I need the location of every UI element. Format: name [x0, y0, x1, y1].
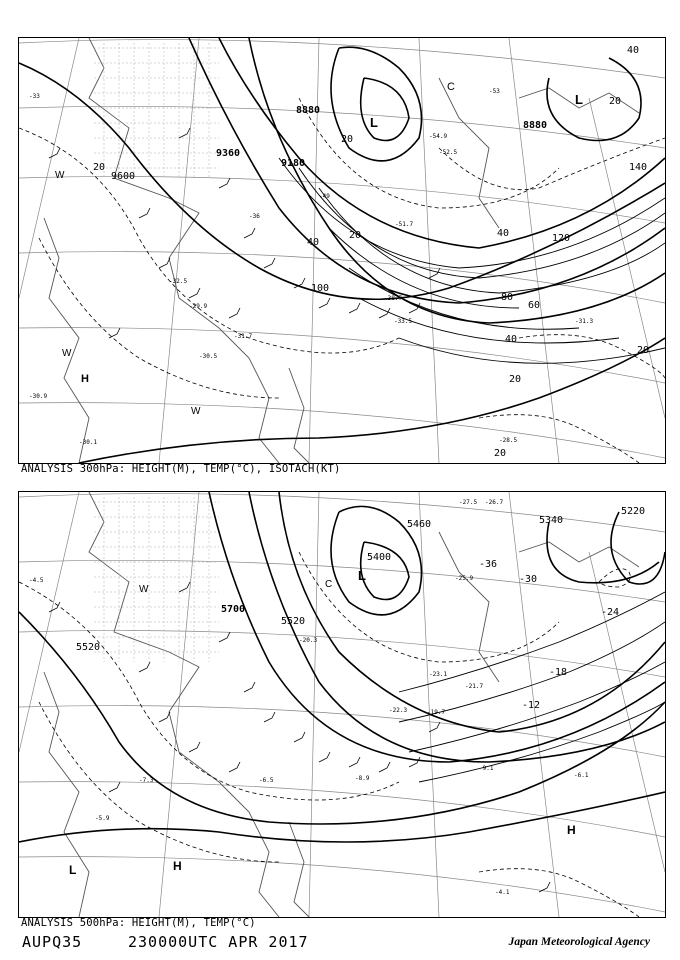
- temperature-obs: -28.5: [499, 437, 518, 444]
- low-pressure-center: L: [575, 92, 583, 107]
- temperature-contour-label: -30: [519, 574, 538, 585]
- temperature-obs: -19.7: [427, 709, 446, 716]
- height-label: 5220: [621, 506, 646, 517]
- height-label: 5340: [539, 515, 564, 526]
- temperature-obs: -52.5: [439, 149, 458, 156]
- isotach-label: 80: [501, 292, 514, 303]
- isotach-label: 20: [509, 374, 522, 385]
- wind-barbs: [49, 128, 440, 338]
- agency-name: Japan Meteorological Agency: [508, 936, 650, 948]
- temperature-obs: -38.7: [384, 295, 403, 302]
- warm-center: W: [55, 170, 65, 181]
- isotach-label: 20: [349, 230, 362, 241]
- wind-barbs: [49, 582, 550, 892]
- cold-center: C: [325, 579, 333, 590]
- isotach-label: 40: [505, 334, 518, 345]
- temperature-obs: -22.3: [389, 707, 408, 714]
- temperature-obs: -4.1: [495, 889, 510, 896]
- temperature-obs: -4.5: [29, 577, 44, 584]
- temperature-obs: -6.5: [259, 777, 274, 784]
- low-pressure-center: L: [358, 568, 366, 583]
- isotach-label: 20: [494, 448, 507, 459]
- height-label: 5520: [76, 642, 101, 653]
- map-panel-500hpa: [18, 491, 666, 918]
- temperature-obs: -26.7: [485, 499, 504, 506]
- low-pressure-center: L: [69, 863, 77, 877]
- temperature-obs: -53: [489, 88, 500, 95]
- hatch-region: [94, 497, 219, 662]
- isotach-label: 20: [93, 162, 106, 173]
- temperature-obs: -9.1: [479, 765, 494, 772]
- isotach-label: 40: [497, 228, 510, 239]
- temperature-obs: -49: [319, 193, 330, 200]
- temperature-obs: -27.5: [459, 499, 478, 506]
- temperature-obs: -7.3: [139, 777, 154, 784]
- temperature-obs: -31.3: [575, 318, 594, 325]
- temperature-obs: -30.1: [79, 439, 98, 446]
- temperature-obs: -25.9: [455, 575, 474, 582]
- panel-caption-500hpa: ANALYSIS 500hPa: HEIGHT(M), TEMP(°C): [21, 917, 256, 929]
- map-500hpa-canvas: [19, 492, 665, 917]
- panel-caption-300hpa: ANALYSIS 300hPa: HEIGHT(M), TEMP(°C), ISOTACH(KT): [21, 463, 341, 475]
- graticule: [19, 38, 665, 463]
- temperature-obs: -21.7: [465, 683, 484, 690]
- temperature-obs: -23.1: [429, 671, 448, 678]
- low-pressure-center: L: [370, 115, 378, 130]
- temperature-obs: -31.7: [234, 333, 253, 340]
- temperature-obs: -6.1: [574, 772, 589, 779]
- height-label: 5400: [367, 552, 392, 563]
- high-pressure-center: H: [567, 823, 576, 837]
- temperature-obs: -33.5: [394, 318, 413, 325]
- temperature-obs: -29.9: [189, 303, 208, 310]
- warm-center: W: [139, 584, 149, 595]
- high-pressure-center: H: [173, 859, 182, 873]
- isotach-label: 60: [528, 300, 541, 311]
- temperature-obs: -5.9: [95, 815, 110, 822]
- height-label: 8880: [296, 105, 321, 116]
- warm-center: W: [191, 406, 201, 417]
- isotach-label: 140: [629, 162, 648, 173]
- height-contours: [19, 38, 665, 463]
- cold-center: C: [447, 81, 455, 93]
- height-label: 9360: [216, 148, 241, 159]
- valid-time: 230000UTC APR 2017: [128, 933, 309, 951]
- isotach-contours: [279, 158, 665, 363]
- chart-identifier: AUPQ35: [22, 933, 83, 951]
- temperature-obs: -51.7: [395, 221, 414, 228]
- map-labels-300hpa: [29, 45, 649, 459]
- temperature-obs: -30.5: [199, 353, 218, 360]
- temperature-contour-label: -12: [522, 700, 541, 711]
- isotach-label: 120: [552, 233, 571, 244]
- height-label: 9600: [111, 171, 136, 182]
- temperature-obs: -30.9: [29, 393, 48, 400]
- temperature-obs: -36: [249, 213, 260, 220]
- isotach-label: 20: [609, 96, 622, 107]
- temperature-obs: -54.9: [429, 133, 448, 140]
- map-300hpa-canvas: [19, 38, 665, 463]
- temperature-obs: -33: [29, 93, 40, 100]
- isotach-label: 20: [341, 134, 354, 145]
- isotach-label: 100: [311, 283, 330, 294]
- map-labels-500hpa: [29, 499, 645, 896]
- height-label: 8880: [523, 120, 548, 131]
- temperature-obs: -32.5: [169, 278, 188, 285]
- height-contours: [19, 492, 665, 842]
- temperature-contour-label: -18: [549, 667, 568, 678]
- temperature-contour-label: -36: [479, 559, 498, 570]
- warm-center: W: [62, 348, 72, 359]
- height-label: 5700: [221, 604, 246, 615]
- height-label: 5520: [281, 616, 306, 627]
- graticule: [19, 492, 665, 917]
- coastline: [44, 38, 639, 463]
- temperature-obs: -8.9: [355, 775, 370, 782]
- temperature-obs: -20.3: [299, 637, 318, 644]
- map-panel-300hpa: [18, 37, 666, 464]
- high-pressure-center: H: [81, 373, 89, 385]
- height-label: 9180: [281, 158, 306, 169]
- isotach-label: 40: [627, 45, 640, 56]
- temperature-contour-label: -24: [601, 607, 620, 618]
- isotach-label: 20: [637, 345, 650, 356]
- isotach-label: 40: [307, 237, 320, 248]
- height-label: 5460: [407, 519, 432, 530]
